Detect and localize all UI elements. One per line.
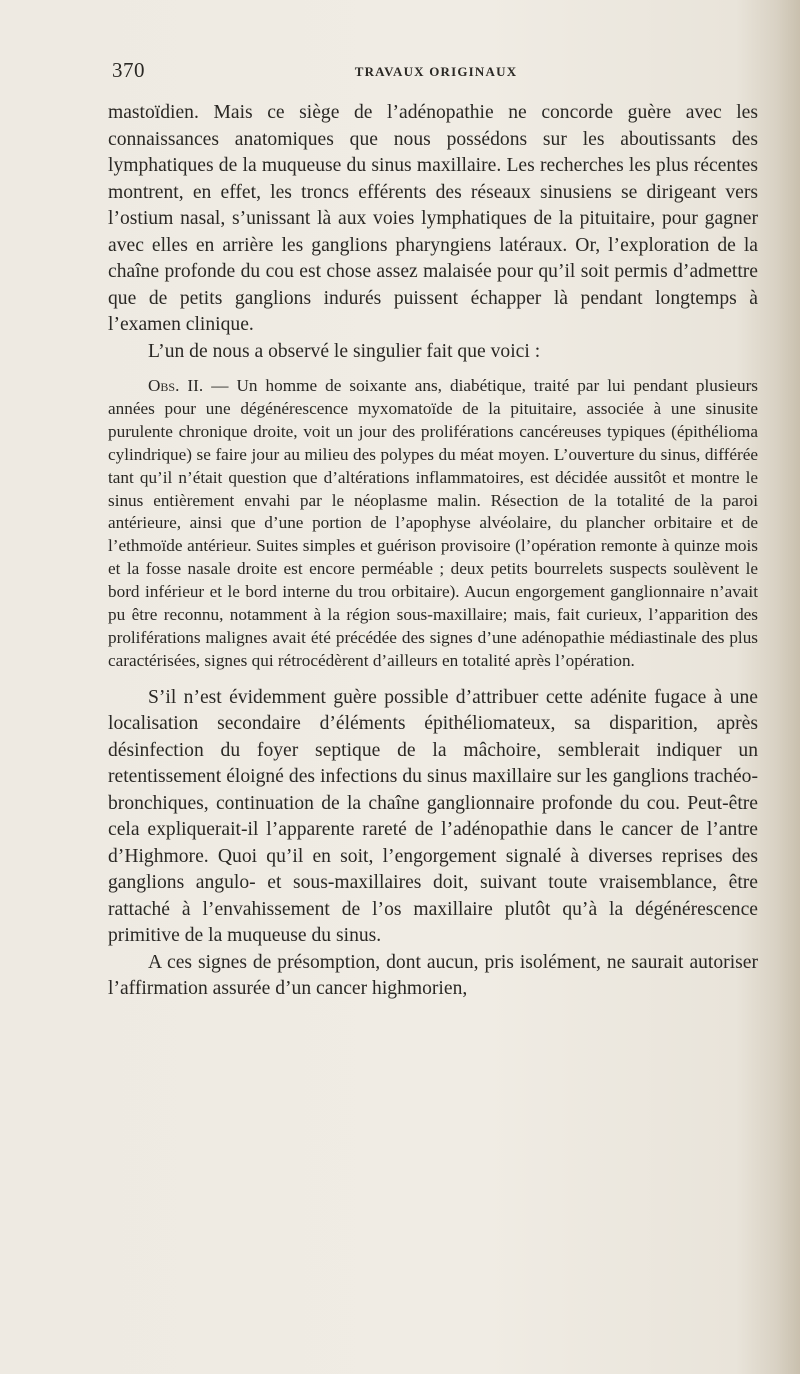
page-header	[112, 58, 760, 88]
paragraph-discussion: S’il n’est évidemment guère possible d’attribuer cette adénite fugace à une localisation secondaire d’éléments épithéliomateux, sa disparition, après désinfection du foyer septique de la mâchoire, semblerait indiquer un retentissement éloigné des infections du sinus maxillaire sur les ganglions trachéo-bronchiques, continuation de la chaîne ganglionnaire profonde du cou. Peut-être cela expliquerait-il l’apparente rareté de l’adénopathie dans le cancer de l’antre d’Highmore. Quoi qu’il en soit, l’engorgement signalé à diverses reprises des ganglions angulo- et sous-maxillaires doit, suivant toute vraisemblance, être rattaché à l’envahissement de l’os maxillaire plutôt qu’à la dégénérescence primitive de la muqueuse du sinus.	[108, 686, 758, 947]
running-title: TRAVAUX ORIGINAUX	[354, 64, 518, 79]
observation-block	[108, 375, 758, 673]
page-body	[108, 100, 758, 1003]
page-number: 370	[112, 58, 145, 82]
observation-label: Obs. II.	[148, 376, 204, 395]
paragraph-observation-intro: L’un de nous a observé le singulier fait que voici :	[148, 340, 541, 362]
paragraph-presumption: A ces signes de présomption, dont aucun, pris isolément, ne saurait autoriser l’affirmation assurée d’un cancer highmorien,	[108, 951, 758, 1000]
paragraph-continuation: mastoïdien. Mais ce siège de l’adénopathie ne concorde guère avec les connaissances anatomiques que nous possédons sur les aboutissants des lymphatiques de la muqueuse du sinus maxillaire. Les recherches les plus récentes montrent, en effet, les troncs efférents des réseaux sinusiens se dirigeant vers l’ostium nasal, s’unissant là aux voies lymphatiques de la pituitaire, pour gagner avec elles en arrière les ganglions pharyngiens latéraux. Or, l’exploration de la chaîne profonde du cou est chose assez malaisée pour qu’il soit permis d’admettre que de petits ganglions indurés puissent échapper là pendant longtemps à l’examen clinique.	[108, 102, 758, 335]
observation-text: — Un homme de soixante ans, diabétique, traité par lui pendant plusieurs années pour une dégénérescence myxomatoïde de la pituitaire, associée à une sinusite purulente chronique droite, voit un jour des proliférations cancéreuses typiques (épithélioma cylindrique) se faire jour au milieu des polypes du méat moyen. L’ouverture du sinus, différée tant qu’il n’était question que d’altérations inflammatoires, est décidée aussitôt et montre le sinus entièrement envahi par le néoplasme malin. Résection de la totalité de la paroi antérieure, ainsi que d’une portion de l’apophyse alvéolaire, du plancher orbitaire et de l’ethmoïde antérieur. Suites simples et guérison provisoire (l’opération remonte à quinze mois et la fosse nasale droite est encore perméable ; deux petits bourrelets suspects soulèvent le bord inférieur et le bord interne du trou orbitaire). Aucun engorgement ganglionnaire n’avait pu être reconnu, notamment à la région sous-maxillaire; mais, fait curieux, l’apparition des proliférations malignes avait été précédée des signes d’une adénopathie médiastinale des plus caractérisées, signes qui rétrocédèrent d’ailleurs en totalité après l’opération.	[108, 376, 758, 670]
